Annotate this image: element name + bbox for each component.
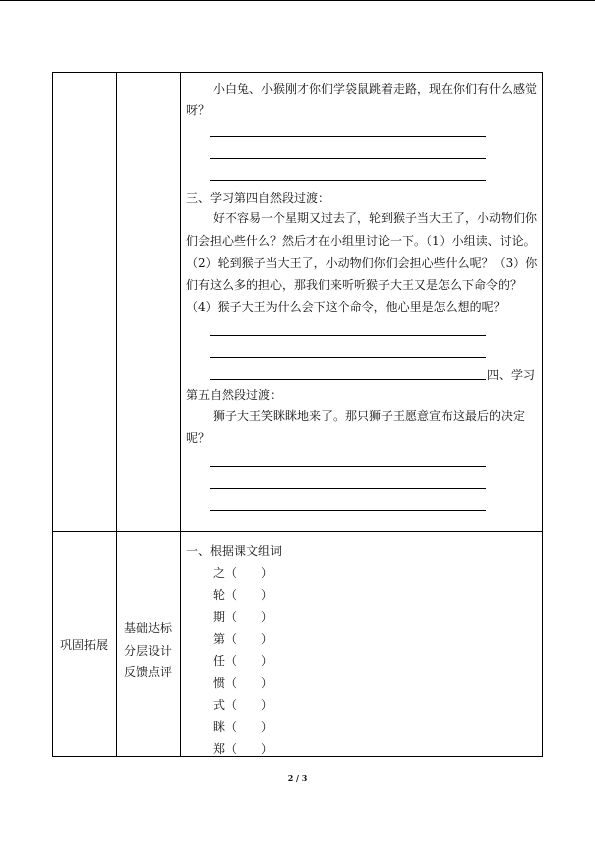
paragraph-line: 呢？ — [186, 431, 211, 445]
answer-blank[interactable] — [210, 158, 486, 159]
paragraph-line: 们会担心些什么？然后才在小组里讨论一下。（1）小组读、讨论。 — [186, 234, 536, 248]
word-item: 眯（ ） — [213, 720, 274, 734]
page-top-rule — [0, 0, 595, 1]
section-heading: 第五自然段过渡： — [186, 388, 283, 402]
word-item: 轮（ ） — [213, 588, 274, 602]
word-item: 式（ ） — [213, 698, 274, 712]
word-item: 第（ ） — [213, 632, 274, 646]
answer-blank[interactable] — [210, 379, 486, 380]
word-item: 郑（ ） — [213, 742, 274, 756]
table-row-divider — [52, 531, 543, 532]
answer-blank[interactable] — [210, 335, 486, 336]
section-heading: 四、学习 — [487, 368, 536, 382]
table-col-divider-1 — [116, 72, 117, 757]
paragraph-line: 小白兔、小猴刚才你们学袋鼠跳着走路，现在你们有什么感觉 — [213, 82, 538, 96]
paragraph-line: 狮子大王笑眯眯地来了。那只狮子王愿意宣布这最后的决定 — [213, 409, 526, 423]
word-item: 惯（ ） — [213, 676, 274, 690]
method-label: 反馈点评 — [124, 665, 173, 679]
method-label: 基础达标 — [124, 621, 173, 635]
section-heading: 三、学习第四自然段过渡： — [186, 191, 331, 205]
word-item: 之（ ） — [213, 566, 274, 580]
answer-blank[interactable] — [210, 136, 486, 137]
paragraph-line: 呀？ — [186, 103, 211, 117]
answer-blank[interactable] — [210, 466, 486, 467]
answer-blank[interactable] — [210, 180, 486, 181]
paragraph-line: 好不容易一个星期又过去了，轮到猴子当大王了，小动物们你 — [213, 211, 538, 225]
answer-blank[interactable] — [210, 488, 486, 489]
paragraph-line: （4）猴子大王为什么会下这个命令，他心里是怎么想的呢？ — [186, 300, 506, 314]
answer-blank[interactable] — [210, 510, 486, 511]
method-label: 分层设计 — [124, 644, 173, 658]
paragraph-line: 们有这么多的担心，那我们来听听猴子大王又是怎么下命令的？ — [186, 278, 523, 292]
paragraph-line: （2）轮到猴子当大王了，小动物们你们会担心些什么呢？（3）你 — [186, 256, 538, 270]
page-number: 2 / 3 — [287, 773, 308, 783]
category-label: 巩固拓展 — [60, 638, 109, 652]
answer-blank[interactable] — [210, 357, 486, 358]
word-item: 期（ ） — [213, 610, 274, 624]
word-item: 任（ ） — [213, 654, 274, 668]
table-col-divider-2 — [180, 72, 181, 757]
exercise-title: 一、根据课文组词 — [186, 544, 283, 558]
